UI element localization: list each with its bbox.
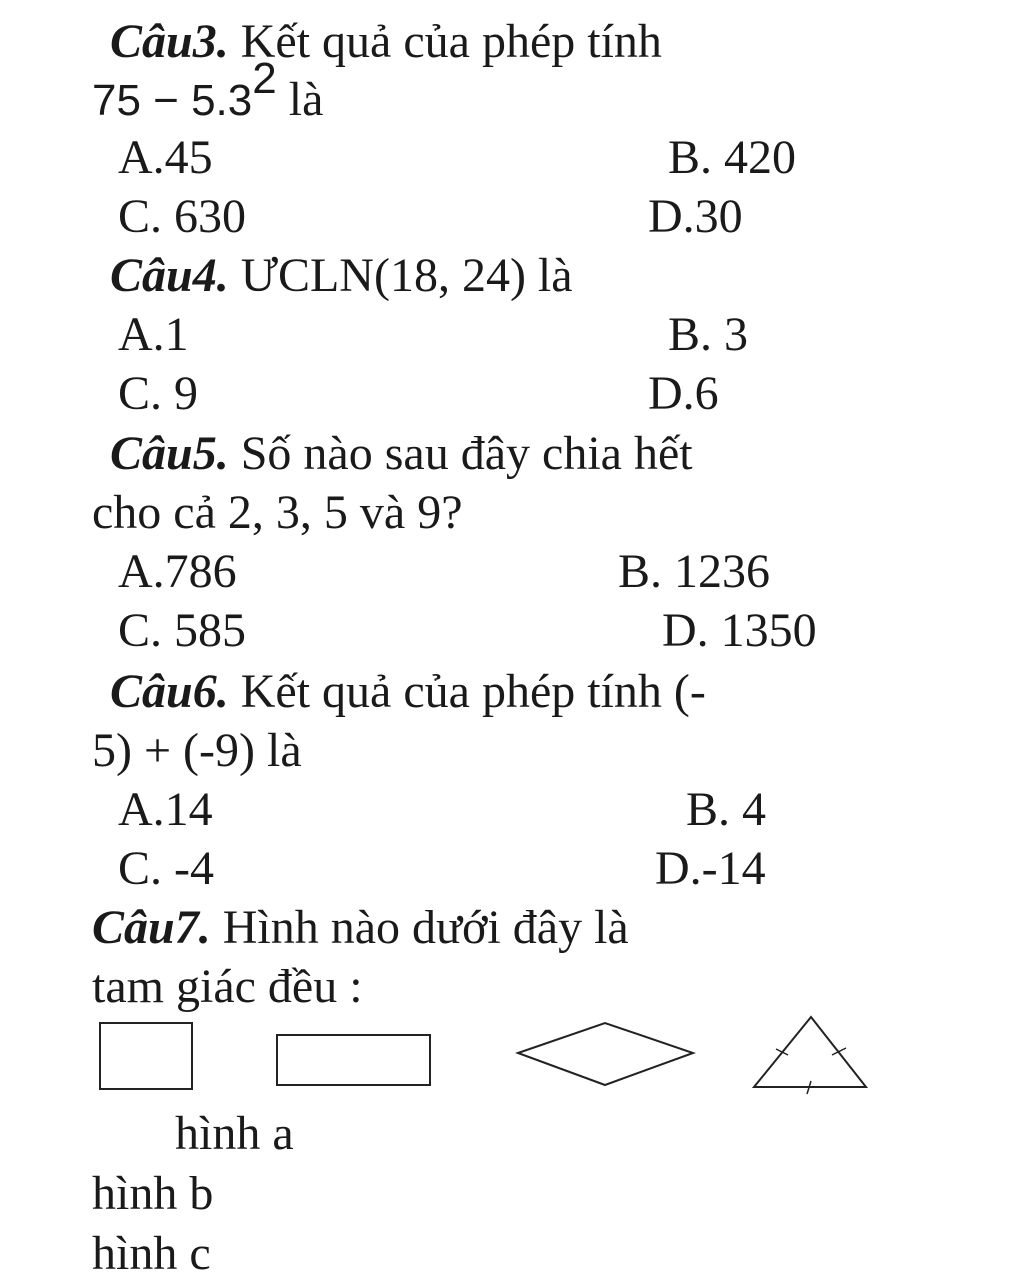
question-5-line1 bbox=[110, 427, 693, 480]
answer-hinh-a[interactable]: hình a bbox=[175, 1107, 294, 1160]
question-6-line2: 5) + (-9) là bbox=[92, 724, 302, 777]
question-6-option-b[interactable]: B. 4 bbox=[686, 783, 767, 836]
question-3-expr-base: 75 − 5.3 bbox=[92, 76, 253, 125]
rhombus-shape[interactable] bbox=[518, 1023, 693, 1085]
question-3-option-b[interactable]: B. 420 bbox=[668, 131, 797, 184]
question-5-line2: cho cả 2, 3, 5 và 9? bbox=[92, 486, 463, 539]
question-5-text: Số nào sau đây chia hết bbox=[240, 427, 693, 480]
question-3-text: Kết quả của phép tính bbox=[240, 15, 662, 68]
question-5-option-d[interactable]: D. 1350 bbox=[662, 604, 817, 657]
question-7-number: Câu7. bbox=[92, 901, 211, 954]
question-4-option-a[interactable]: A.1 bbox=[118, 308, 189, 361]
question-3-option-c[interactable]: C. 630 bbox=[118, 190, 247, 243]
question-5-option-c[interactable]: C. 585 bbox=[118, 604, 247, 657]
question-4-line1 bbox=[110, 249, 573, 302]
question-6-number: Câu6. bbox=[110, 665, 229, 718]
question-6-option-c[interactable]: C. -4 bbox=[118, 842, 214, 895]
question-4-option-c[interactable]: C. 9 bbox=[118, 367, 199, 420]
question-3-expression bbox=[92, 54, 324, 126]
question-7-line2: tam giác đều : bbox=[92, 960, 363, 1013]
question-6-option-a[interactable]: A.14 bbox=[118, 783, 213, 836]
question-5-option-a[interactable]: A.786 bbox=[118, 545, 237, 598]
question-6-option-d[interactable]: D.-14 bbox=[655, 842, 766, 895]
question-3-line1 bbox=[110, 15, 662, 68]
question-3-number: Câu3. bbox=[110, 15, 229, 68]
question-4-option-d[interactable]: D.6 bbox=[648, 367, 719, 420]
question-7-line1 bbox=[92, 901, 629, 954]
shapes-figure bbox=[0, 1005, 1024, 1105]
question-3-option-a[interactable]: A.45 bbox=[118, 131, 213, 184]
answer-hinh-c[interactable]: hình c bbox=[92, 1227, 211, 1280]
question-4-number: Câu4. bbox=[110, 249, 229, 302]
question-5-option-b[interactable]: B. 1236 bbox=[618, 545, 771, 598]
rectangle-shape[interactable] bbox=[277, 1035, 430, 1085]
answer-hinh-b[interactable]: hình b bbox=[92, 1167, 214, 1220]
question-4-option-b[interactable]: B. 3 bbox=[668, 308, 749, 361]
question-3-expr-exponent: 2 bbox=[252, 54, 277, 103]
equilateral-triangle-shape[interactable] bbox=[754, 1017, 866, 1094]
question-3-option-d[interactable]: D.30 bbox=[648, 190, 743, 243]
square-shape[interactable] bbox=[100, 1023, 192, 1089]
question-7-text: Hình nào dưới đây là bbox=[222, 901, 629, 954]
question-6-line1 bbox=[110, 665, 706, 718]
question-5-number: Câu5. bbox=[110, 427, 229, 480]
question-3-expr-tail: là bbox=[288, 73, 324, 126]
question-4-text: ƯCLN(18, 24) là bbox=[240, 249, 573, 302]
question-6-text: Kết quả của phép tính (- bbox=[240, 665, 706, 718]
